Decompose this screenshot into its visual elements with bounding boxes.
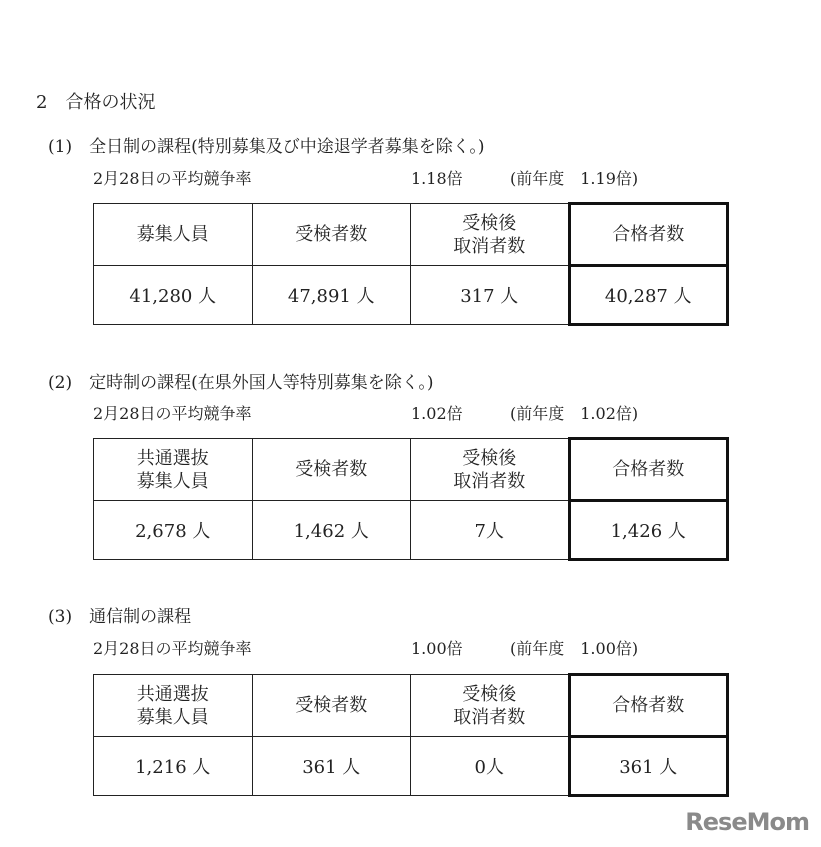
table-cell: 1,426 人 <box>569 501 728 560</box>
column-header: 受検者数 <box>252 675 411 737</box>
results-table <box>93 673 729 797</box>
table-cell: 1,462 人 <box>252 501 411 560</box>
table-header-row <box>94 204 728 266</box>
table-cell: 7人 <box>411 501 570 560</box>
table-row <box>94 737 728 796</box>
table-cell: 317 人 <box>411 266 570 325</box>
column-header: 合格者数 <box>569 439 728 501</box>
column-header: 受検後 取消者数 <box>411 439 570 501</box>
column-header: 合格者数 <box>569 675 728 737</box>
column-header: 受検後 取消者数 <box>411 675 570 737</box>
table-cell: 361 人 <box>252 737 411 796</box>
previous-year-rate: (前年度 1.00倍) <box>510 639 639 658</box>
table-cell: 1,216 人 <box>94 737 253 796</box>
table-cell: 0人 <box>411 737 570 796</box>
rate-value: 1.18倍 <box>411 169 463 188</box>
column-header: 受検後 取消者数 <box>411 204 570 266</box>
section-heading: 2 合格の状況 <box>36 92 156 113</box>
table-cell: 41,280 人 <box>94 266 253 325</box>
table-cell: 40,287 人 <box>569 266 728 325</box>
section-title: (1) 全日制の課程(特別募集及び中途退学者募集を除く。) <box>48 137 485 157</box>
results-table <box>93 437 729 561</box>
column-header: 募集人員 <box>94 204 253 266</box>
rate-label: 2月28日の平均競争率 <box>93 639 252 658</box>
table-cell: 47,891 人 <box>252 266 411 325</box>
column-header: 受検者数 <box>252 204 411 266</box>
previous-year-rate: (前年度 1.02倍) <box>510 404 639 423</box>
section-title: (2) 定時制の課程(在県外国人等特別募集を除く。) <box>48 373 434 393</box>
column-header: 共通選抜 募集人員 <box>94 439 253 501</box>
results-table <box>93 202 729 326</box>
column-header: 共通選抜 募集人員 <box>94 675 253 737</box>
resemom-logo: ReseMom <box>685 808 809 836</box>
table-header-row <box>94 675 728 737</box>
rate-value: 1.00倍 <box>411 639 463 658</box>
table-row <box>94 266 728 325</box>
rate-label: 2月28日の平均競争率 <box>93 169 252 188</box>
table-row <box>94 501 728 560</box>
column-header: 合格者数 <box>569 204 728 266</box>
section-title: (3) 通信制の課程 <box>48 607 192 627</box>
column-header: 受検者数 <box>252 439 411 501</box>
rate-label: 2月28日の平均競争率 <box>93 404 252 423</box>
previous-year-rate: (前年度 1.19倍) <box>510 169 639 188</box>
table-header-row <box>94 439 728 501</box>
table-cell: 2,678 人 <box>94 501 253 560</box>
rate-value: 1.02倍 <box>411 404 463 423</box>
table-cell: 361 人 <box>569 737 728 796</box>
